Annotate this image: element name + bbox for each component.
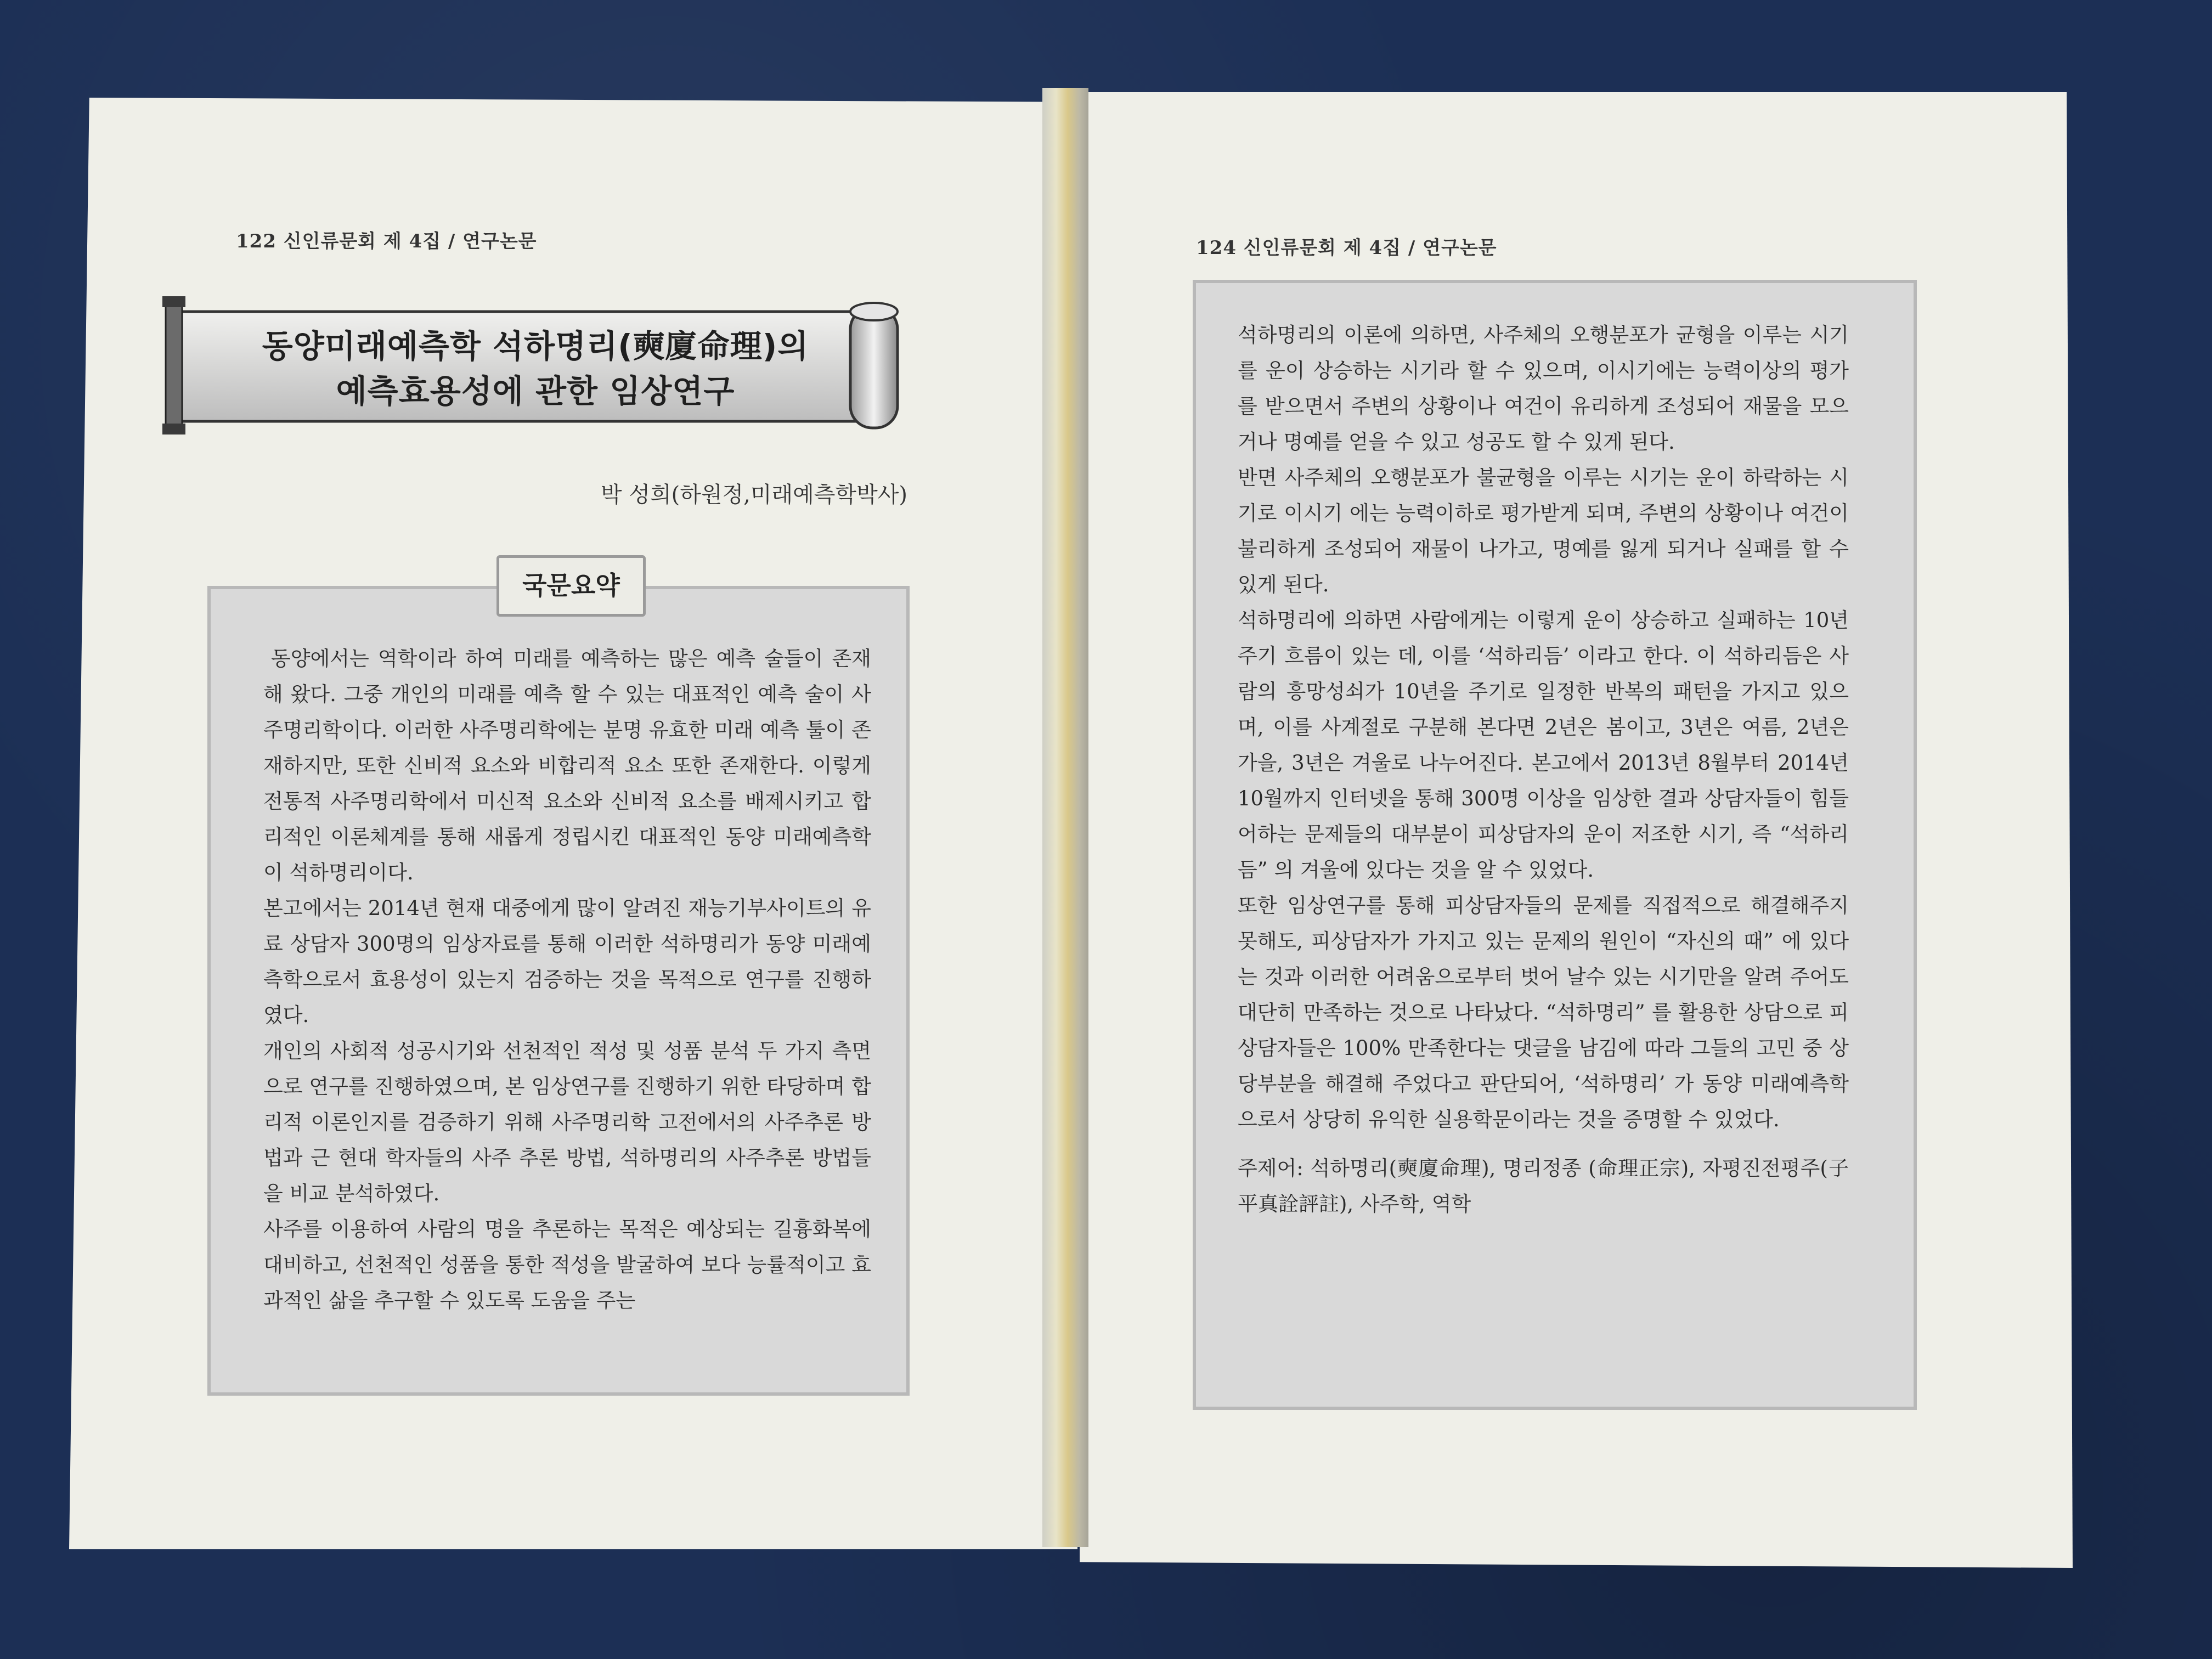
keywords-line: 주제어: 석하명리(奭廈命理), 명리정종 (命理正宗), 자평진전평주(子平真詮評註), 사주학, 역학	[1238, 1156, 1849, 1216]
summary-paragraph: 또한 임상연구를 통해 피상담자들의 문제를 직접적으로 해결해주지 못해도, 피상담자가 가지고 있는 문제의 원인이 “자신의 때” 에 있다는 것과 이러한 어려움으로부터 벗어 날수 있는 시기만을 알려 주어도 대단히 만족하는 것으로 나타났다. “석하명리” 를 활용한 상담으로 피상담자들은 100% 만족한다는 댓글을 남김에 따라 그들의 고민 중 상당부분을 해결해 주었다고 판단되어, ‘석하명리’ 가 동양 미래예측학으로서 상당히 유익한 실용학문이라는 것을 증명할 수 있었다.	[1238, 894, 1849, 1131]
abstract-heading: 국문요약	[496, 555, 646, 617]
summary-paragraph: 석하명리의 이론에 의하면, 사주체의 오행분포가 균형을 이루는 시기를 운이 상승하는 시기라 할 수 있으며, 이시기에는 능력이상의 평가를 받으면서 주변의 상황이나 여건이 유리하게 조성되어 재물을 모으거나 명예를 얻을 수 있고 성공도 할 수 있게 된다.	[1238, 323, 1849, 454]
summary-paragraph: 석하명리에 의하면 사람에게는 이렇게 운이 상승하고 실패하는 10년주기 흐름이 있는 데, 이를 ‘석하리듬’ 이라고 한다. 이 석하리듬은 사람의 흥망성쇠가 10년을 주기로 일정한 반복의 패턴을 가지고 있으며, 이를 사계절로 구분해 본다면 2년은 봄이고, 3년은 여름, 2년은 가을, 3년은 겨울로 나누어진다. 본고에서 2013년 8월부터 2014년 10월까지 인터넷을 통해 300명 이상을 임상한 결과 상담자들이 힘들어하는 문제들의 대부분이 피상담자의 운이 저조한 시기, 즉 “석하리듬” 의 겨울에 있다는 것을 알 수 있었다.	[1238, 608, 1849, 882]
left-running-head: 122 신인류문회 제 4집 / 연구논문	[236, 230, 537, 252]
paper-title	[228, 324, 843, 414]
book-spine	[1042, 88, 1088, 1547]
author-line: 박 성희(하원정,미래예측학박사)	[601, 482, 907, 507]
title-line-2: 예측효용성에 관한 임상연구	[336, 373, 735, 410]
title-scroll-banner	[162, 296, 909, 435]
title-line-1: 동양미래예측학 석하명리(奭廈命理)의	[262, 328, 809, 365]
abstract-paragraph: 본고에서는 2014년 현재 대중에게 많이 알려진 재능기부사이트의 유료 상담자 300명의 임상자료를 통해 이러한 석하명리가 동양 미래예측학으로서 효용성이 있는지 검증하는 것을 목적으로 연구를 진행하였다.	[263, 896, 871, 1027]
abstract-paragraph: 개인의 사회적 성공시기와 선천적인 적성 및 성품 분석 두 가지 측면으로 연구를 진행하였으며, 본 임상연구를 진행하기 위한 타당하며 합리적 이론인지를 검증하기 위해 사주명리학 고전에서의 사주추론 방법과 근 현대 학자들의 사주 추론 방법, 석하명리의 사주추론 방법들을 비교 분석하였다.	[263, 1039, 871, 1205]
summary-paragraph: 반면 사주체의 오행분포가 불균형을 이루는 시기는 운이 하락하는 시기로 이시기 에는 능력이하로 평가받게 되며, 주변의 상황이나 여건이 불리하게 조성되어 재물이 나가고, 명예를 잃게 되거나 실패를 할 수 있게 된다.	[1238, 466, 1849, 596]
abstract-paragraph: 동양에서는 역학이라 하여 미래를 예측하는 많은 예측 술들이 존재해 왔다. 그중 개인의 미래를 예측 할 수 있는 대표적인 예측 술이 사주명리학이다. 이러한 사주명리학에는 분명 유효한 미래 예측 툴이 존재하지만, 또한 신비적 요소와 비합리적 요소 또한 존재한다. 이렇게 전통적 사주명리학에서 미신적 요소와 신비적 요소를 배제시키고 합리적인 이론체계를 통해 새롭게 정립시킨 대표적인 동양 미래예측학이 석하명리이다.	[263, 647, 871, 884]
abstract-paragraph: 사주를 이용하여 사람의 명을 추론하는 목적은 예상되는 길흉화복에 대비하고, 선천적인 성품을 통한 적성을 발굴하여 보다 능률적이고 효과적인 삶을 추구할 수 있도록 도움을 주는	[263, 1217, 871, 1312]
abstract-text	[263, 641, 871, 1318]
right-running-head: 124 신인류문회 제 4집 / 연구논문	[1196, 237, 1497, 259]
summary-text	[1238, 317, 1849, 1222]
